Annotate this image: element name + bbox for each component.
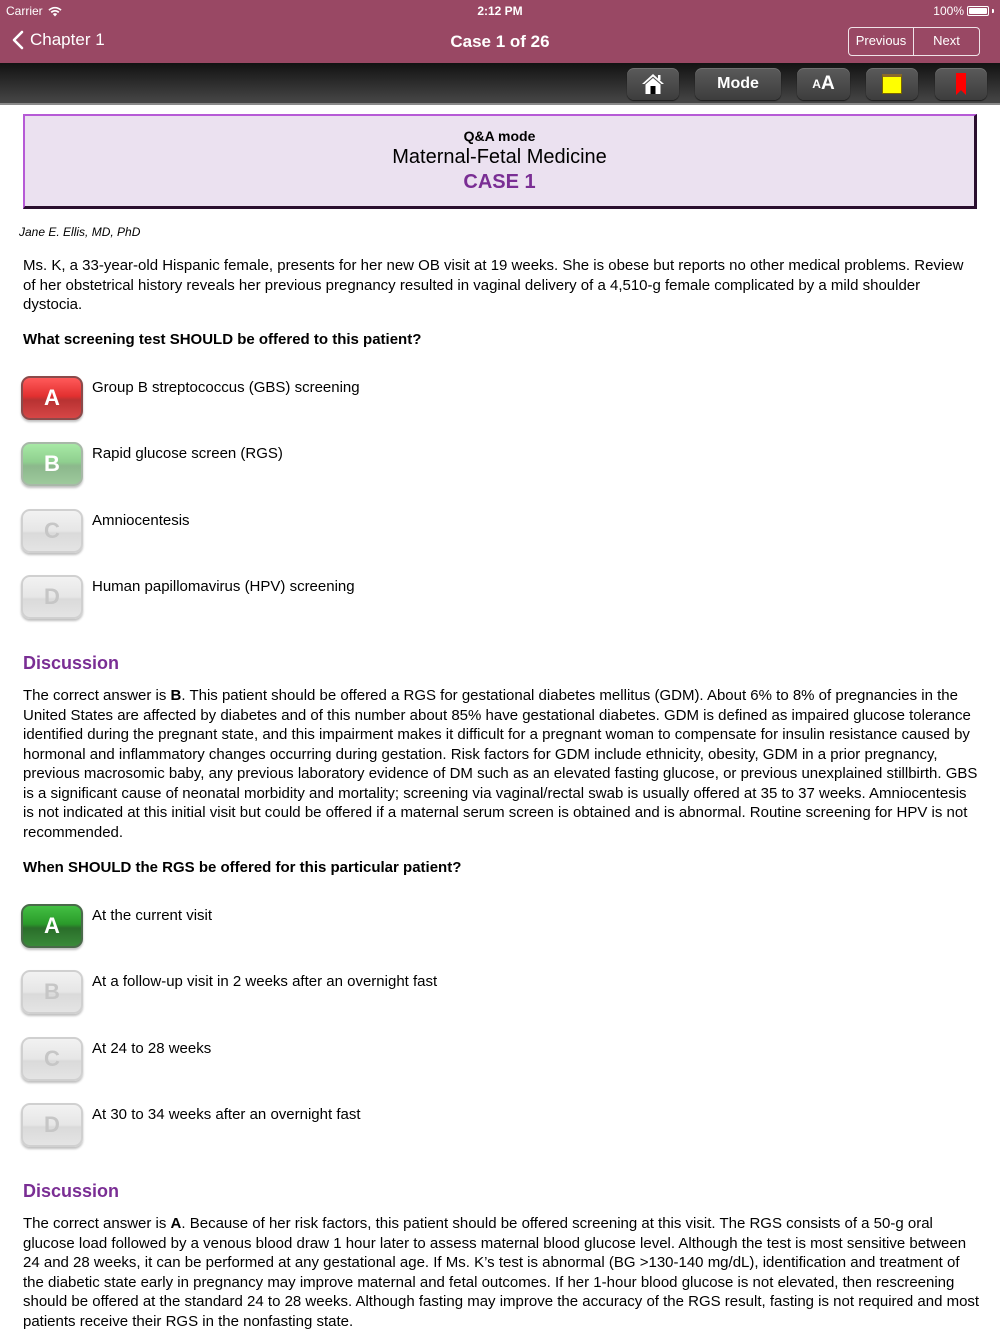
q1-choice-d-text: Human papillomavirus (HPV) screening xyxy=(92,578,355,595)
page-title: Case 1 of 26 xyxy=(450,32,550,51)
q1-discussion-body: . This patient should be offered a RGS for gestational diabetes mellitus (GDM). About 6% to 8% of pregnancies in the United States are affected by diabetes and of this number about 85% have gestational diabetes. GDM is defined as impaired glucose tolerance identified during the pregnant state, and this impairment makes it difficult for a pregnant woman to compensate for insulin resistance caused by hormonal and inflammatory changes occurring during gestation. Risk factors for GDM include ethnicity, obesity, GDM in a prior pregnancy, previous macrosomic baby, any previous laboratory evidence of DM such as an elevated fasting glucose, or previous unexplained stillbirth. GBS is a significant cause of neonatal morbidity and mortality; screening via vaginal/rectal swab is usually offered at 35 to 37 weeks. Amniocentesis is not indicated at this initial visit but could be offered if a maternal serum screen is obtained and is abnormal. Routine screening for HPV is not recommended. xyxy=(23,687,978,841)
prev-next-control xyxy=(848,27,980,56)
q2-choice-b-letter: B xyxy=(21,970,83,1014)
q2-choice-a-letter: A xyxy=(21,904,83,948)
mode-button[interactable]: Mode xyxy=(695,68,781,100)
q2-discussion-body: . Because of her risk factors, this patient should be offered screening at this visit. The RGS consists of a 50-g oral glucose load followed by a venous blood draw 1 hour later to assess maternal blood glucose level. Although the test is most sensitive between 24 and 28 weeks, it can be performed at any gestational age. If Ms. K’s test is abnormal (BG >130-140 mg/dL), identification and treatment of the diabetic state early in pregnancy may improve maternal and fetal outcomes. If her 1-hour blood glucose is not elevated, then rescreening should be offered at the standard 24 to 28 weeks. Although fasting may improve the accuracy of the RGS result, fasting is not required and most patients receive their RGS in the nonfasting state. xyxy=(23,1215,980,1330)
notes-button[interactable] xyxy=(866,68,918,100)
q1-correct-answer: B xyxy=(170,687,182,704)
q1-choice-b[interactable] xyxy=(21,442,721,490)
q1-choice-c-text: Amniocentesis xyxy=(92,512,190,529)
note-icon xyxy=(882,74,902,94)
q2-choice-d-text: At 30 to 34 weeks after an overnight fast xyxy=(92,1106,361,1123)
q1-choice-c-letter: C xyxy=(21,509,83,553)
q1-choice-c[interactable] xyxy=(21,509,721,557)
carrier-label: Carrier xyxy=(6,4,43,18)
battery xyxy=(933,4,994,18)
q2-correct-answer: A xyxy=(170,1215,182,1232)
q1-choice-a-text: Group B streptococcus (GBS) screening xyxy=(92,379,360,396)
bookmark-icon xyxy=(956,73,966,95)
q2-choice-b[interactable] xyxy=(21,970,721,1018)
battery-level xyxy=(969,8,987,14)
home-button[interactable] xyxy=(627,68,679,100)
q2-choice-d-letter: D xyxy=(21,1103,83,1147)
q2-choice-c[interactable] xyxy=(21,1037,721,1085)
case-subject: Maternal-Fetal Medicine xyxy=(392,146,607,168)
q2-choice-c-text: At 24 to 28 weeks xyxy=(92,1040,212,1057)
q2-discussion-prefix: The correct answer is xyxy=(23,1215,171,1232)
q2-choice-c-letter: C xyxy=(21,1037,83,1081)
case-number: CASE 1 xyxy=(463,171,536,193)
q2-discussion-heading: Discussion xyxy=(23,1181,120,1201)
q1-choice-d[interactable] xyxy=(21,575,721,623)
q2-choice-a-text: At the current visit xyxy=(92,907,213,924)
q1-discussion-text xyxy=(23,686,980,842)
case-vignette: Ms. K, a 33-year-old Hispanic female, presents for her new OB visit at 19 weeks. She is obese but reports no other medical problems. Review of her obstetrical history reveals her previous pregnancy resulted in vaginal delivery of a 4,510-g female complicated by a mild shoulder dystocia. xyxy=(23,257,964,313)
home-icon xyxy=(641,73,665,95)
q1-choice-b-letter: B xyxy=(21,442,83,486)
q1-choice-a-letter: A xyxy=(21,376,83,420)
q2-choice-d[interactable] xyxy=(21,1103,721,1151)
top-bar xyxy=(0,0,1000,63)
q1-choice-a[interactable] xyxy=(21,376,721,424)
bookmark-button[interactable] xyxy=(935,68,987,100)
q1-choice-d-letter: D xyxy=(21,575,83,619)
author: Jane E. Ellis, MD, PhD xyxy=(19,225,141,239)
q2-choice-b-text: At a follow-up visit in 2 weeks after an overnight fast xyxy=(92,973,438,990)
q2-choice-a[interactable] xyxy=(21,904,721,952)
next-button[interactable]: Next xyxy=(933,33,960,48)
question-1-prompt: What screening test SHOULD be offered to this patient? xyxy=(23,331,422,348)
q1-discussion-prefix: The correct answer is xyxy=(23,687,171,704)
q1-choice-b-text: Rapid glucose screen (RGS) xyxy=(92,445,283,462)
case-header xyxy=(23,114,977,209)
battery-percent: 100% xyxy=(933,4,964,18)
previous-button[interactable]: Previous xyxy=(849,28,914,55)
case-mode-label: Q&A mode xyxy=(463,128,536,144)
toolbar xyxy=(0,63,1000,105)
question-2-prompt: When SHOULD the RGS be offered for this particular patient? xyxy=(23,859,462,876)
battery-icon xyxy=(967,6,989,16)
font-size-button[interactable] xyxy=(797,68,850,100)
font-size-large-icon: A xyxy=(820,73,835,94)
q1-discussion-heading: Discussion xyxy=(23,653,120,673)
navigation-bar xyxy=(0,22,1000,63)
back-button[interactable] xyxy=(12,30,105,50)
battery-tip xyxy=(992,9,994,13)
status-bar xyxy=(0,0,1000,22)
clock: 2:12 PM xyxy=(477,4,523,18)
font-size-small-icon: A xyxy=(812,77,821,91)
back-label: Chapter 1 xyxy=(30,30,105,49)
q2-discussion-text xyxy=(23,1214,980,1331)
chevron-left-icon xyxy=(12,30,24,50)
